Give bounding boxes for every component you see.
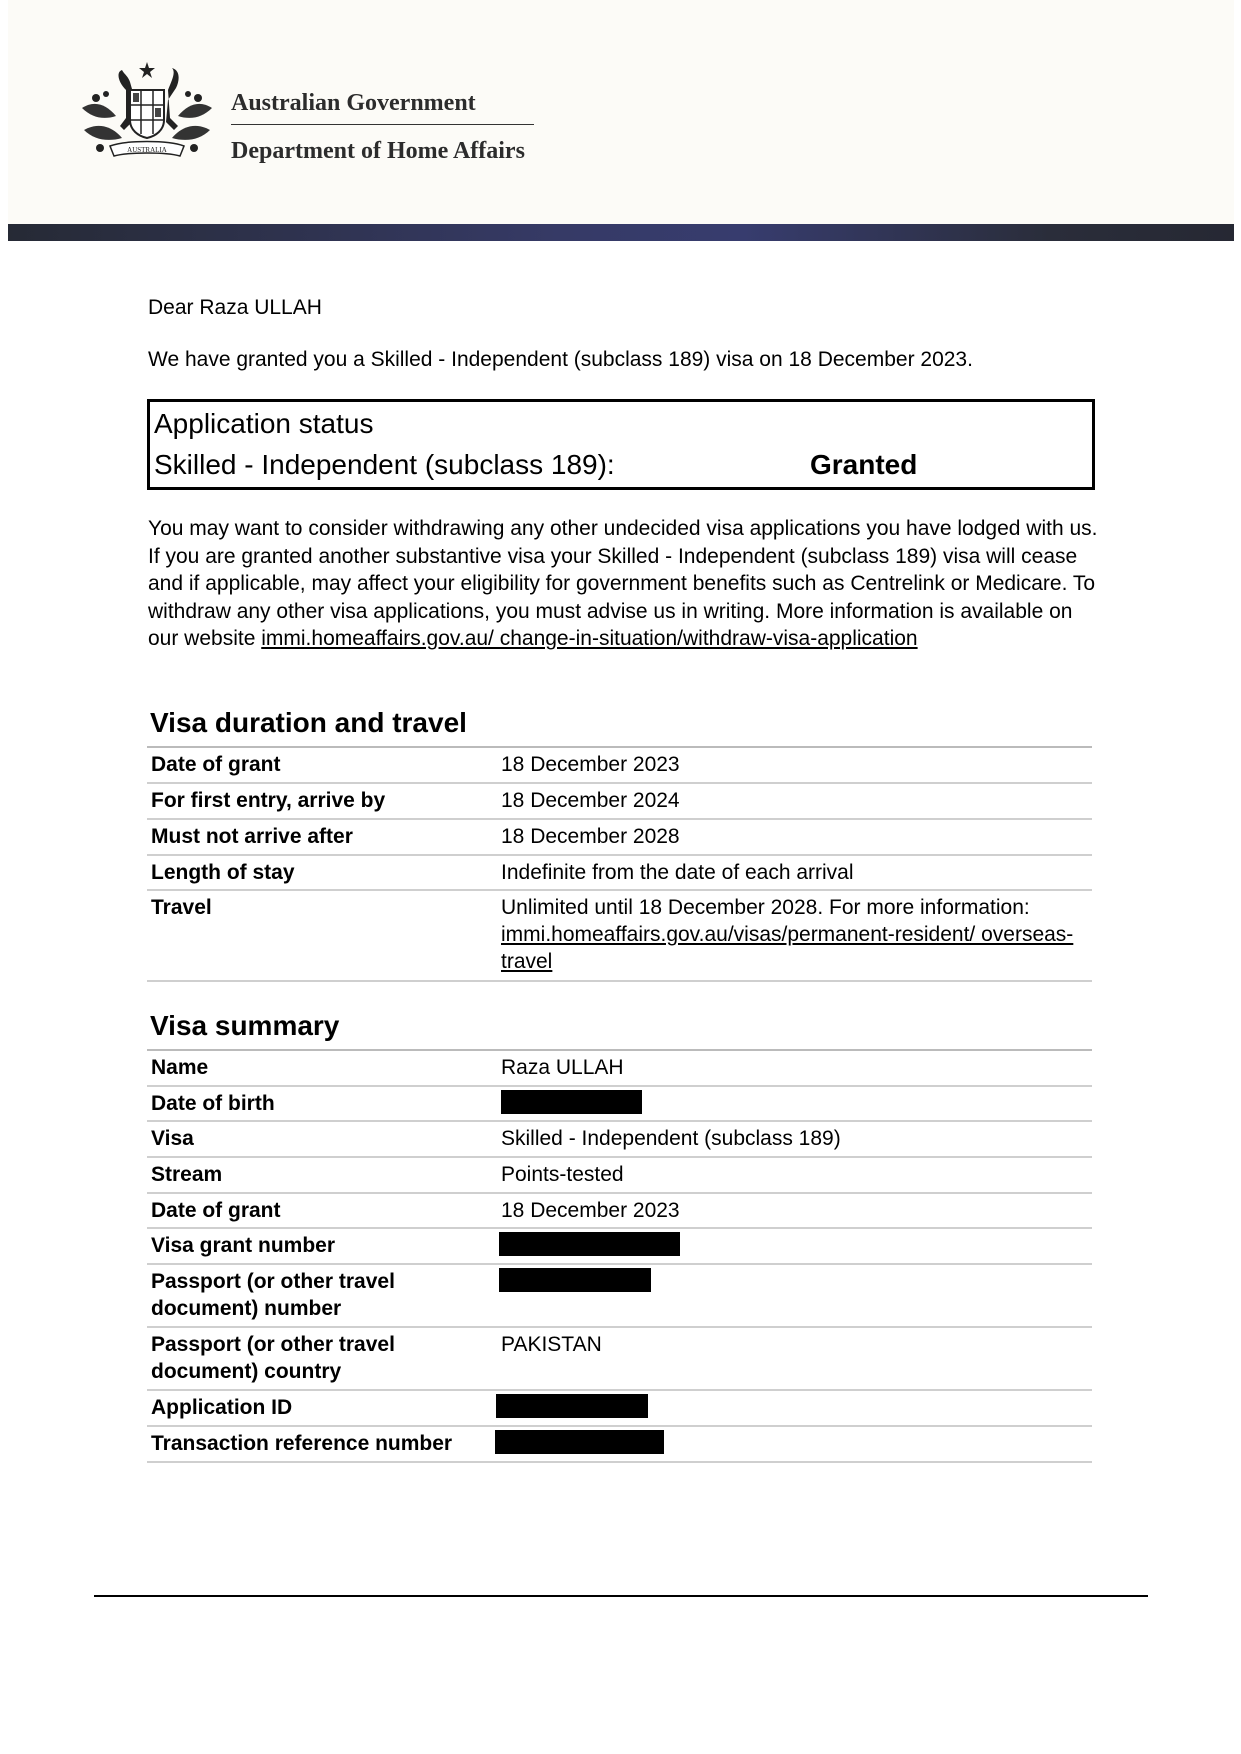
row-label: Name: [151, 1056, 209, 1079]
row-value: Indefinite from the date of each arrival: [501, 861, 854, 884]
crest-motto: AUSTRALIA: [127, 146, 167, 154]
row-value: PAKISTAN: [501, 1333, 602, 1356]
grant-intro: We have granted you a Skilled - Independent (subclass 189) visa on 18 December 2023.: [148, 348, 973, 371]
agency-divider: [231, 124, 534, 125]
redaction-block: [499, 1268, 651, 1292]
table-row: [147, 1194, 1092, 1229]
withdraw-link[interactable]: immi.homeaffairs.gov.au/ change-in-situation/withdraw-visa-application: [261, 627, 918, 650]
row-value: 18 December 2028: [501, 825, 680, 848]
row-label: Application ID: [151, 1396, 293, 1419]
row-value: 18 December 2024: [501, 789, 680, 812]
summary-table: [147, 1049, 1092, 1463]
row-label: Visa grant number: [151, 1234, 335, 1257]
row-value: Unlimited until 18 December 2028. For more information:: [501, 896, 1030, 919]
table-row: [147, 1122, 1092, 1158]
row-value: Skilled - Independent (subclass 189): [501, 1127, 841, 1150]
row-value: Points-tested: [501, 1163, 624, 1186]
status-title: Application status: [154, 408, 374, 439]
table-row: [147, 891, 1092, 982]
row-label: Transaction reference number: [151, 1432, 453, 1455]
table-row: [147, 1051, 1092, 1087]
coat-of-arms-logo: [76, 60, 218, 166]
table-row: [147, 1427, 1092, 1463]
row-label: Must not arrive after: [151, 825, 353, 848]
table-row: [147, 1087, 1092, 1122]
table-row: [147, 856, 1092, 891]
travel-value: [501, 894, 1091, 975]
withdraw-notice: [148, 515, 1098, 653]
table-row: [147, 1391, 1092, 1427]
row-label: Date of grant: [151, 1199, 281, 1222]
table-row: [147, 1328, 1092, 1391]
status-value: Granted: [810, 449, 918, 480]
status-visa: Skilled - Independent (subclass 189):: [154, 449, 615, 480]
row-value: Raza ULLAH: [501, 1056, 624, 1079]
row-label: Passport (or other travel document) number: [151, 1270, 395, 1320]
travel-link[interactable]: immi.homeaffairs.gov.au/visas/permanent-resident/ overseas-travel: [501, 923, 1074, 973]
letterhead-bar: [8, 224, 1234, 241]
application-status-box: [147, 399, 1095, 490]
row-value: 18 December 2023: [501, 1199, 680, 1222]
agency-name: Australian Government: [231, 90, 476, 116]
duration-title: Visa duration and travel: [150, 707, 467, 738]
row-label: For first entry, arrive by: [151, 789, 386, 812]
row-value: 18 December 2023: [501, 753, 680, 776]
duration-table: [147, 746, 1092, 982]
redaction-block: [499, 1232, 680, 1256]
row-label: Date of grant: [151, 753, 281, 776]
row-label: Length of stay: [151, 861, 295, 884]
withdraw-notice-text: You may want to consider withdrawing any other undecided visa applications you have lodged with us. If you are granted another substantive visa your Skilled - Independent (subclass 189) visa will cease and if applicable, may affect your eligibility for government benefits such as Centrelink or Medicare. To withdraw any other visa applications, you must advise us in writing. More information is available on our website: [148, 517, 1098, 650]
department-name: Department of Home Affairs: [231, 138, 525, 164]
footer-divider: [94, 1595, 1148, 1597]
row-label: Travel: [151, 896, 212, 919]
redaction-block: [495, 1430, 664, 1454]
salutation: Dear Raza ULLAH: [148, 296, 322, 319]
row-label: Passport (or other travel document) country: [151, 1333, 395, 1383]
redaction-block: [496, 1394, 648, 1418]
row-label: Stream: [151, 1163, 223, 1186]
table-row: [147, 784, 1092, 820]
table-row: [147, 748, 1092, 784]
table-row: [147, 1158, 1092, 1194]
redaction-block: [501, 1090, 642, 1114]
row-label: Visa: [151, 1127, 194, 1150]
summary-title: Visa summary: [150, 1010, 340, 1041]
row-label: Date of birth: [151, 1092, 275, 1115]
table-row: [147, 1265, 1092, 1328]
table-row: [147, 1229, 1092, 1265]
table-row: [147, 820, 1092, 856]
